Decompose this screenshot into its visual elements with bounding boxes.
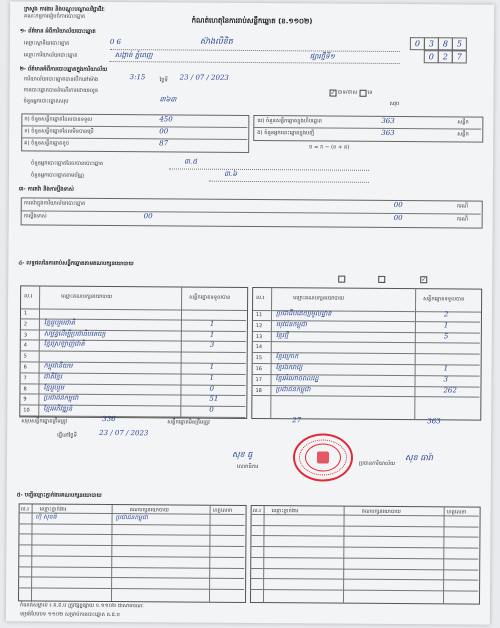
row-number: 12 [255, 322, 263, 329]
hw-place-a: សង្កាត់ ភ្នំពេញ [114, 51, 153, 60]
row-number: 6 [23, 364, 27, 371]
agent-row-lines [10, 1, 494, 4]
bullet1: ចំនួន​អ្នកបោះឆ្នោត​ដែល​បាន​បោះឆ្នោត [31, 160, 104, 167]
row-number: 10 [23, 407, 30, 414]
row-number: 11 [255, 312, 263, 319]
hw-row-a: 450 [159, 115, 173, 124]
party-votes: 1 [209, 362, 215, 371]
agent-col-party: គណបក្ស​នយោបាយ [129, 507, 169, 514]
agent-col-party: គណបក្ស​នយោបាយ [361, 508, 401, 516]
hw-date-open: 23 / 07 / 2023 [179, 73, 229, 82]
row-number: 15 [255, 355, 263, 362]
party-name: ខ្មែរ​រួបរួម [43, 383, 65, 392]
hw-sign-date: 23 / 07 / 2023 [99, 428, 149, 438]
yes-label: បាទ/ចាស [337, 89, 358, 96]
section5-heading: ៥- បញ្ជី​ឈ្មោះ​ភ្នាក់ងារ​គណបក្ស​នយោបាយ [16, 492, 102, 499]
party-votes: 0 [209, 384, 214, 393]
formula: ច = ក − (ខ + គ) [309, 144, 350, 151]
yes-checkbox[interactable]: ✓ [330, 89, 336, 97]
party-votes: 1 [443, 321, 449, 330]
agent-col-no: ល.រ [20, 506, 29, 513]
official-seal [293, 433, 353, 481]
party-votes: 1 [443, 364, 449, 373]
section1-line2: ឈ្មោះ​ការិយាល័យ​បោះឆ្នោត [23, 52, 78, 59]
party-votes: 5 [443, 331, 449, 340]
hw-place-b: ផ្សារ​ថ្មីទី​១ [309, 52, 335, 61]
col-no: ល.រ [256, 295, 265, 302]
unit-sheet: សន្លឹក [457, 119, 469, 126]
station-code-digit[interactable]: 5 [452, 37, 467, 50]
party-name: ប្រជាជន​កម្ពុជា [275, 384, 311, 394]
form-title: កំណត់ហេតុ​នៃ​ការ​រាប់​សន្លឹកឆ្នោត (ខ.១១០២) [191, 16, 313, 26]
party-votes: 51 [209, 395, 219, 404]
party-name: ប្រជាធិបតេយ្យ​មូលដ្ឋាន [275, 309, 332, 318]
hw-bullet2: ៣.៦ [223, 169, 238, 178]
total-invalid-label: សន្លឹក​ឆ្នោត​មិន​ត្រឹមត្រូវ [167, 419, 210, 426]
page-total-label: សរុប [389, 100, 400, 108]
hw-right-a: 363 [381, 116, 395, 126]
party-votes: 2 [443, 310, 449, 319]
day-label: ថ្ងៃទី [159, 77, 168, 84]
hw-agent-first: ហ៊ុ សុខធី [35, 513, 57, 521]
party-name: ខ្មែរ​ក្រោក [275, 352, 299, 361]
party-name: សម្ព័ន្ធ​ដើម្បី​ប្រជាធិបតេយ្យ [43, 329, 106, 338]
hw-complaint1: 00 [393, 201, 403, 210]
hw-bullet1: ៣.៥ [184, 157, 198, 166]
party-votes: 3 [443, 375, 449, 384]
office-code-digit[interactable]: 7 [452, 50, 467, 63]
row-number: 9 [23, 396, 27, 403]
row-number: 13 [255, 333, 263, 340]
party-name: ខ្មែរ​អំណាច​ពលរដ្ឋ [275, 373, 319, 383]
party-name: ខ្មែរ​ស្រឡាញ់ជាតិ [43, 339, 85, 349]
signature-left: សុខ ធូ [231, 449, 253, 460]
hw-total-invalid: 27 [292, 416, 302, 425]
party-name: ខ្មែរ​អភិវឌ្ឍន៍ [43, 404, 73, 413]
section2-line2: ការបោះឆ្នោត​បាន​ដំណើរ​ការ​ដោយ​រលូន [23, 87, 99, 94]
party-name: ខ្មែរ​ឯករាជ្យ [275, 363, 303, 372]
footer-line2: ទម្រង់​បែបបទ ១១០២ សម្រាប់​ការ​បោះឆ្នោត គ.ជ.ប [19, 611, 120, 619]
case-unit: ករណី [456, 216, 468, 223]
no-checkbox[interactable] [360, 90, 367, 97]
row-number: 5 [23, 353, 27, 360]
row-number: 16 [255, 366, 263, 373]
row-number: 3 [23, 332, 28, 339]
party-votes: 1 [209, 319, 215, 328]
ministry-line2: គណៈកម្មការ​រៀបចំការ​បោះឆ្នោត [24, 13, 86, 20]
dotted-line [110, 61, 400, 64]
sign-date-label: ធ្វើ​នៅ​ថ្ងៃទី [57, 432, 77, 439]
signature-right: សុខ ធារ៉ា [404, 453, 433, 463]
chairman-label: ប្រធាន​ការិយាល័យ [358, 460, 396, 468]
row-number: 7 [23, 375, 27, 382]
party-votes: 1 [209, 373, 215, 382]
total-valid-label: សរុប​សន្លឹកឆ្នោត​ត្រឹមត្រូវ [21, 418, 68, 425]
option-checkbox[interactable] [338, 276, 345, 283]
row-a-label: ក) ចំនួន​សន្លឹកឆ្នោត​ដែល​បានទទួល [24, 116, 93, 123]
bullet2: ចំនួនអ្នកបោះឆ្នោត​តាម​ប័ណ្ណ [30, 172, 85, 179]
section1-heading: ១- ព័ត៌មាន ​អំពីការិយាល័យ​បោះឆ្នោត [19, 28, 96, 35]
section4-heading: ៤- លទ្ធផល​នៃ​ការ​រាប់​សន្លឹកឆ្នោត​តាម​គណបក្ស​នយោបាយ [18, 260, 134, 268]
secretary-label: លេខាធិការ [236, 463, 259, 471]
complaint2-label: ការ​ប្តឹង​ទាស់ [23, 213, 47, 220]
party-name: យុវជន​កម្ពុជា [275, 319, 307, 329]
hw-agent-party: ប្រជាជន​កម្ពុជា [115, 514, 148, 522]
footer-line1: កំណត់សម្គាល់ ៖ គ.ជ.ប ត្រូវ​ផ្សព្វ​ផ្សាយ ខ.១១០២ ជា​សាធារណៈ [19, 602, 144, 610]
hw-right-b: 363 [381, 128, 395, 138]
party-votes: 0 [209, 405, 214, 414]
station-code-digit[interactable]: 8 [438, 37, 453, 50]
party-votes: 262 [443, 385, 457, 395]
party-name: ជាតិ​ខ្មែរ [43, 372, 63, 381]
station-code-digit[interactable]: 0 [410, 37, 425, 50]
hw-total-voters: ៣៦៣ [159, 95, 177, 104]
col-no: ល.រ [24, 293, 33, 300]
party-votes: 1 [209, 330, 215, 339]
party-name: កម្ពុជា​និយម [43, 361, 73, 370]
hw-row-b: 00 [159, 127, 169, 136]
right-a-label: ឃ) ចំនួន​សន្លឹកឆ្នោត​ក្នុង​ហិបឆ្នោត [257, 118, 322, 125]
hw-time-open: 3:15 [129, 73, 146, 82]
row-c-label: គ) ចំនួន​សន្លឹកឆ្នោត​ខូច [24, 140, 70, 147]
row-number: 8 [23, 386, 27, 393]
section2-line1: ការិយាល័យ​បោះឆ្នោត​បាន​បើក​នៅ​ម៉ោង [23, 76, 99, 83]
col-party: ឈ្មោះគណបក្សនយោបាយ [61, 293, 113, 301]
dotted-line [209, 181, 369, 183]
option-checkbox[interactable] [378, 276, 385, 283]
col-votes: សន្លឹកឆ្នោត​ទទួលបាន [189, 294, 231, 301]
dotted-line [169, 168, 369, 170]
hw-complaint3: 00 [393, 214, 403, 223]
station-code-digit[interactable]: 3 [424, 37, 439, 50]
agent-col-sign: ហត្ថលេខា [212, 507, 233, 514]
row-number: 1 [23, 310, 28, 317]
right-b-label: ង) ចំនួន​អ្នក​បោះឆ្នោត​ក្នុង​បញ្ជី [257, 130, 315, 137]
hw-complaint2: 00 [143, 212, 153, 221]
section3-heading: ៣- ការតវ៉ា និង​ការ​ប្តឹង​ទាស់ [18, 186, 74, 193]
hw-row-c: 87 [159, 139, 169, 148]
ballot-count-form [6, 1, 494, 624]
no-label: ទេ [367, 89, 373, 96]
hw-number: 0 6 [109, 38, 122, 47]
col-party: ឈ្មោះគណបក្សនយោបាយ [293, 295, 345, 302]
complaint1-label: ការ​តវ៉ា​ក្នុង​ការិយាល័យ​បោះឆ្នោត [23, 200, 86, 207]
row-b-label: ខ) ចំនួន​សន្លឹកឆ្នោត​ដែល​មិន​បាន​ប្រើ [24, 128, 94, 135]
row-number: 14 [255, 344, 263, 351]
hw-commune: ស៊ាងលិខិត [199, 36, 233, 46]
section1-line1: ឈ្មោះ​ស្ថានីយ​បោះឆ្នោត [23, 40, 70, 47]
office-code-digit[interactable]: 0 [424, 50, 439, 63]
row-number: 2 [23, 321, 28, 328]
unit-sheet: សន្លឹក [457, 131, 469, 138]
col-votes: សន្លឹកឆ្នោត​ទទួលបាន [423, 296, 465, 303]
ministry-line1: ក្រសួង ការងារ និងបណ្តុះបណ្តាលវិជ្ជាជីវៈ [24, 6, 105, 13]
party-name: ខ្មែរ​រួបរួមជាតិ [43, 318, 75, 327]
party-name: ប្រជាជន​កម្ពុជា [43, 393, 79, 403]
case-unit: ករណី [456, 203, 469, 210]
row-number: 17 [255, 376, 262, 383]
office-code-digit[interactable]: 2 [438, 50, 453, 63]
agent-col-no: ល.រ [252, 508, 261, 515]
agent-col-sign: ហត្ថលេខា [446, 509, 467, 516]
option-checkbox[interactable]: ✓ [421, 276, 427, 284]
party-votes: 3 [209, 341, 215, 350]
agent-col-name: ឈ្មោះ​ភ្នាក់ងារ [39, 506, 67, 513]
row-number: 18 [255, 387, 262, 394]
party-name: ខ្មែរ​ថ្មី [275, 330, 289, 339]
dotted-line [110, 49, 400, 52]
hw-total-valid: 336 [102, 414, 116, 424]
section2-heading: ២- ព័ត៌មានអំពីការ​បោះឆ្នោត​ក្នុង​ការិយាល័យ [19, 66, 108, 73]
hw-grand-total: 363 [427, 417, 441, 426]
agent-col-name: ឈ្មោះ​ភ្នាក់ងារ [271, 508, 299, 515]
total-voters-label: ចំនួន​អ្នក​បោះឆ្នោត​សរុប [23, 98, 69, 105]
row-number: 4 [23, 342, 27, 349]
